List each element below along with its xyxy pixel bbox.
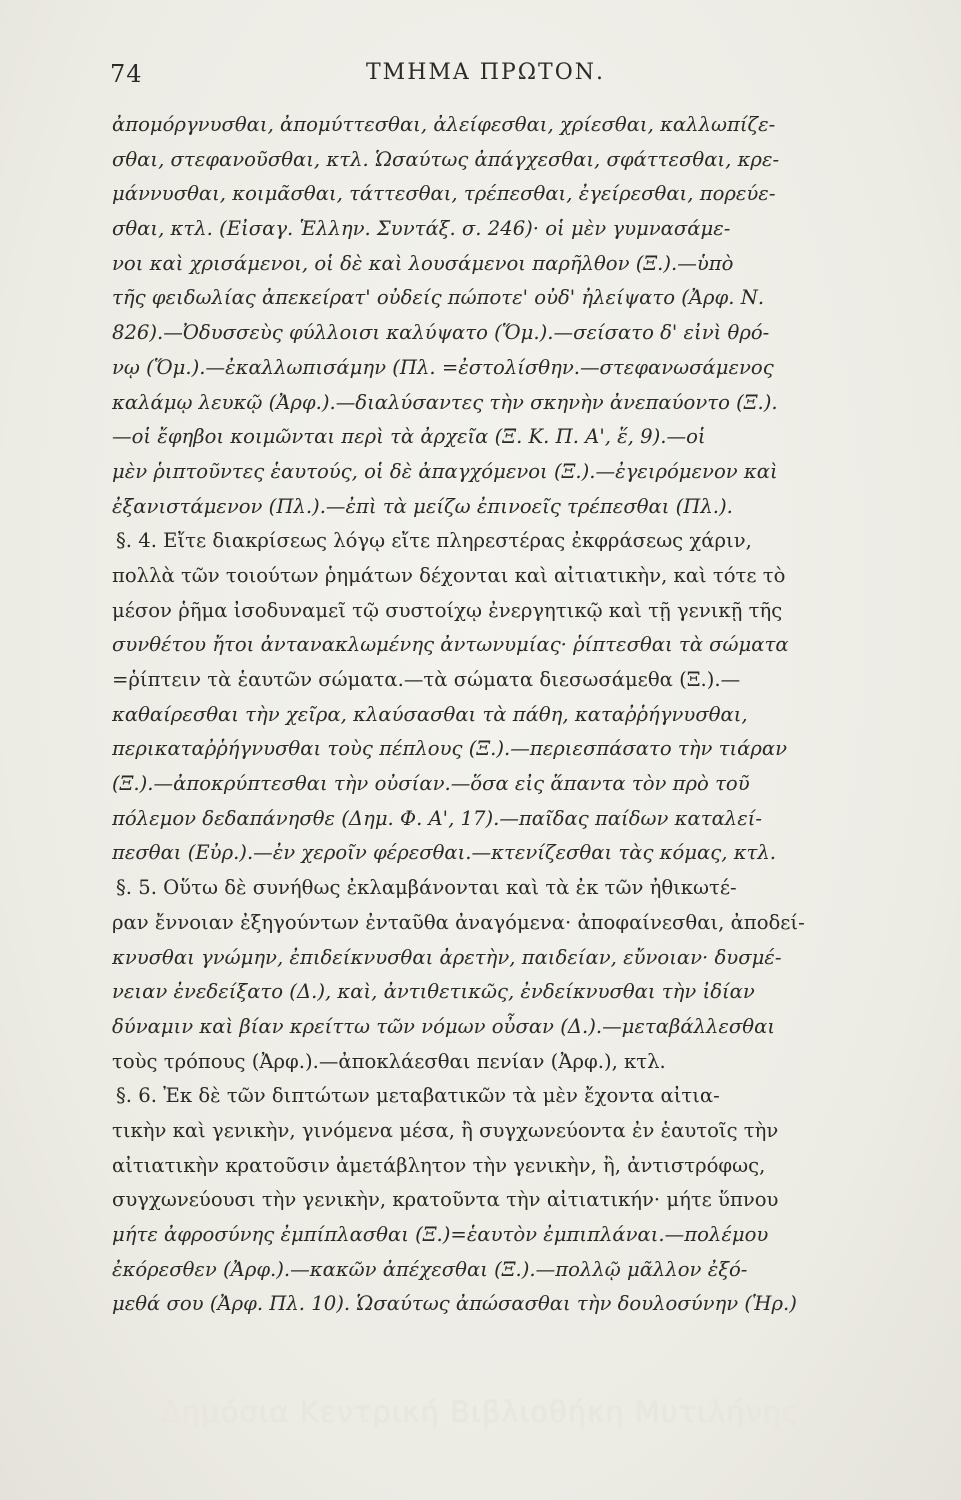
text-line: τοὺς τρόπους (Ἀρφ.).—ἀποκλάεσθαι πενίαν (Ἀρφ.), κτλ. <box>112 1049 666 1073</box>
text-line: μεθά σου (Ἀρφ. Πλ. 10). Ὡσαύτως ἀπώσασθαι τὴν δουλοσύνην (Ἡρ.) <box>112 1292 797 1316</box>
text-line: —οἱ ἔφηβοι κοιμῶνται περὶ τὰ ἀρχεῖα (Ξ. Κ. Π. Α', ἕ, 9).—οἱ <box>112 425 706 449</box>
text-line: μήτε ἀφροσύνης ἐμπίπλασθαι (Ξ.)=ἑαυτὸν ἐμπιπλάναι.—πολέμου <box>112 1223 769 1246</box>
text-line: 826).—Ὀδυσσεὺς φύλλοισι καλύψατο (Ὅμ.).—σείσατο δ' εἰνὶ θρό- <box>112 321 770 345</box>
text-line: ἐξανιστάμενον (Πλ.).—ἐπὶ τὰ μείζω ἐπινοεῖς τρέπεσθαι (Πλ.). <box>112 494 733 518</box>
text-line: αἰτιατικὴν κρατοῦσιν ἀμετάβλητον τὴν γενικὴν, ἢ, ἀντιστρόφως, <box>112 1153 766 1177</box>
text-line: ἀπομόργνυσθαι, ἀπομύττεσθαι, ἀλείφεσθαι, χρίεσθαι, καλλωπίζε- <box>112 113 776 136</box>
text-line: τικὴν καὶ γενικὴν, γινόμενα μέσα, ἢ συγχωνεύοντα ἐν ἑαυτοῖς τὴν <box>112 1118 779 1142</box>
text-line: =ῥίπτειν τὰ ἑαυτῶν σώματα.—τὰ σώματα διεσωσάμεθα (Ξ.).— <box>112 668 741 691</box>
text-line: ραν ἔννοιαν ἐξηγούντων ἐνταῦθα ἀναγόμενα· ἀποφαίνεσθαι, ἀποδεί- <box>112 910 805 934</box>
text-line: σθαι, κτλ. (Εἰσαγ. Ἑλλην. Συντάξ. σ. 246)· οἱ μὲν γυμνασάμε- <box>112 217 731 241</box>
page-body <box>112 108 828 1322</box>
text-line: περικαταῤῥήγνυσθαι τοὺς πέπλους (Ξ.).—περιεσπάσατο τὴν τιάραν <box>112 737 788 761</box>
text-line: τῆς φειδωλίας ἀπεκείρατ' οὐδείς πώποτε' οὐδ' ἠλείψατο (Ἀρφ. Ν. <box>112 286 765 310</box>
section-6-line: §. 6. Ἐκ δὲ τῶν διπτώτων μεταβατικῶν τὰ μὲν ἔχοντα αἰτια- <box>116 1084 720 1108</box>
text-line: συνθέτου ἤτοι ἀντανακλωμένης ἀντωνυμίας· ῥίπτεσθαι τὰ σώματα <box>112 633 789 657</box>
page-number: 74 <box>110 60 143 88</box>
text-line: πεσθαι (Εὐρ.).—ἐν χεροῖν φέρεσθαι.—κτενίζεσθαι τὰς κόμας, κτλ. <box>112 841 777 865</box>
library-watermark: Δημόσια Κεντρική Βιβλιοθήκη Μυτιλήνης <box>160 1395 801 1429</box>
text-line: κνυσθαι γνώμην, ἐπιδείκνυσθαι ἀρετὴν, παιδείαν, εὔνοιαν· δυσμέ- <box>112 945 782 969</box>
text-line: νειαν ἐνεδείξατο (Δ.), καὶ, ἀντιθετικῶς, ἐνδείκνυσθαι τὴν ἰδίαν <box>112 980 755 1004</box>
text-line: δύναμιν καὶ βίαν κρείττω τῶν νόμων οὖσαν (Δ.).—μεταβάλλεσθαι <box>112 1014 776 1038</box>
page-header <box>110 60 861 100</box>
section-5-line: §. 5. Οὕτω δὲ συνήθως ἐκλαμβάνονται καὶ τὰ ἐκ τῶν ἠθικωτέ- <box>116 876 737 900</box>
text-line: μέσον ῥῆμα ἰσοδυναμεῖ τῷ συστοίχῳ ἐνεργητικῷ καὶ τῇ γενικῇ τῆς <box>112 598 783 622</box>
text-line: μὲν ῥιπτοῦντες ἑαυτούς, οἱ δὲ ἀπαγχόμενοι (Ξ.).—ἐγειρόμενον καὶ <box>112 459 778 483</box>
text-line: καλάμῳ λευκῷ (Ἀρφ.).—διαλύσαντες τὴν σκηνὴν ἀνεπαύοντο (Ξ.). <box>112 390 778 414</box>
text-line: πολλὰ τῶν τοιούτων ῥημάτων δέχονται καὶ αἰτιατικὴν, καὶ τότε τὸ <box>112 563 786 587</box>
text-line: καθαίρεσθαι τὴν χεῖρα, κλαύσασθαι τὰ πάθη, καταῤῥήγνυσθαι, <box>112 702 748 726</box>
text-line: νῳ (Ὅμ.).—ἐκαλλωπισάμην (Πλ. =ἐστολίσθην.—στεφανωσάμενος <box>112 355 774 379</box>
text-line: μάννυσθαι, κοιμᾶσθαι, τάττεσθαι, τρέπεσθαι, ἐγείρεσθαι, πορεύε- <box>112 182 776 206</box>
text-line: ἐκόρεσθεν (Ἀρφ.).—κακῶν ἀπέχεσθαι (Ξ.).—πολλῷ μᾶλλον ἐξό- <box>112 1257 748 1281</box>
text-line: (Ξ.).—ἀποκρύπτεσθαι τὴν οὐσίαν.—ὅσα εἰς ἅπαντα τὸν πρὸ τοῦ <box>112 772 750 796</box>
text-line: συγχωνεύουσι τὴν γενικὴν, κρατοῦντα τὴν αἰτιατικήν· μήτε ὕπνου <box>112 1188 779 1212</box>
section-4-line: §. 4. Εἴτε διακρίσεως λόγῳ εἴτε πληρεστέρας ἐκφράσεως χάριν, <box>116 529 752 553</box>
text-line: νοι καὶ χρισάμενοι, οἱ δὲ καὶ λουσάμενοι παρῆλθον (Ξ.).—ὑπὸ <box>112 251 734 275</box>
text-line: σθαι, στεφανοῦσθαι, κτλ. Ὡσαύτως ἀπάγχεσθαι, σφάττεσθαι, κρε- <box>112 147 780 171</box>
running-head: ΤΜΗΜΑ ΠΡΩΤΟΝ. <box>366 60 605 85</box>
text-line: πόλεμον δεδαπάνησθε (Δημ. Φ. Α', 17).—παῖδας παίδων καταλεί- <box>112 806 763 830</box>
